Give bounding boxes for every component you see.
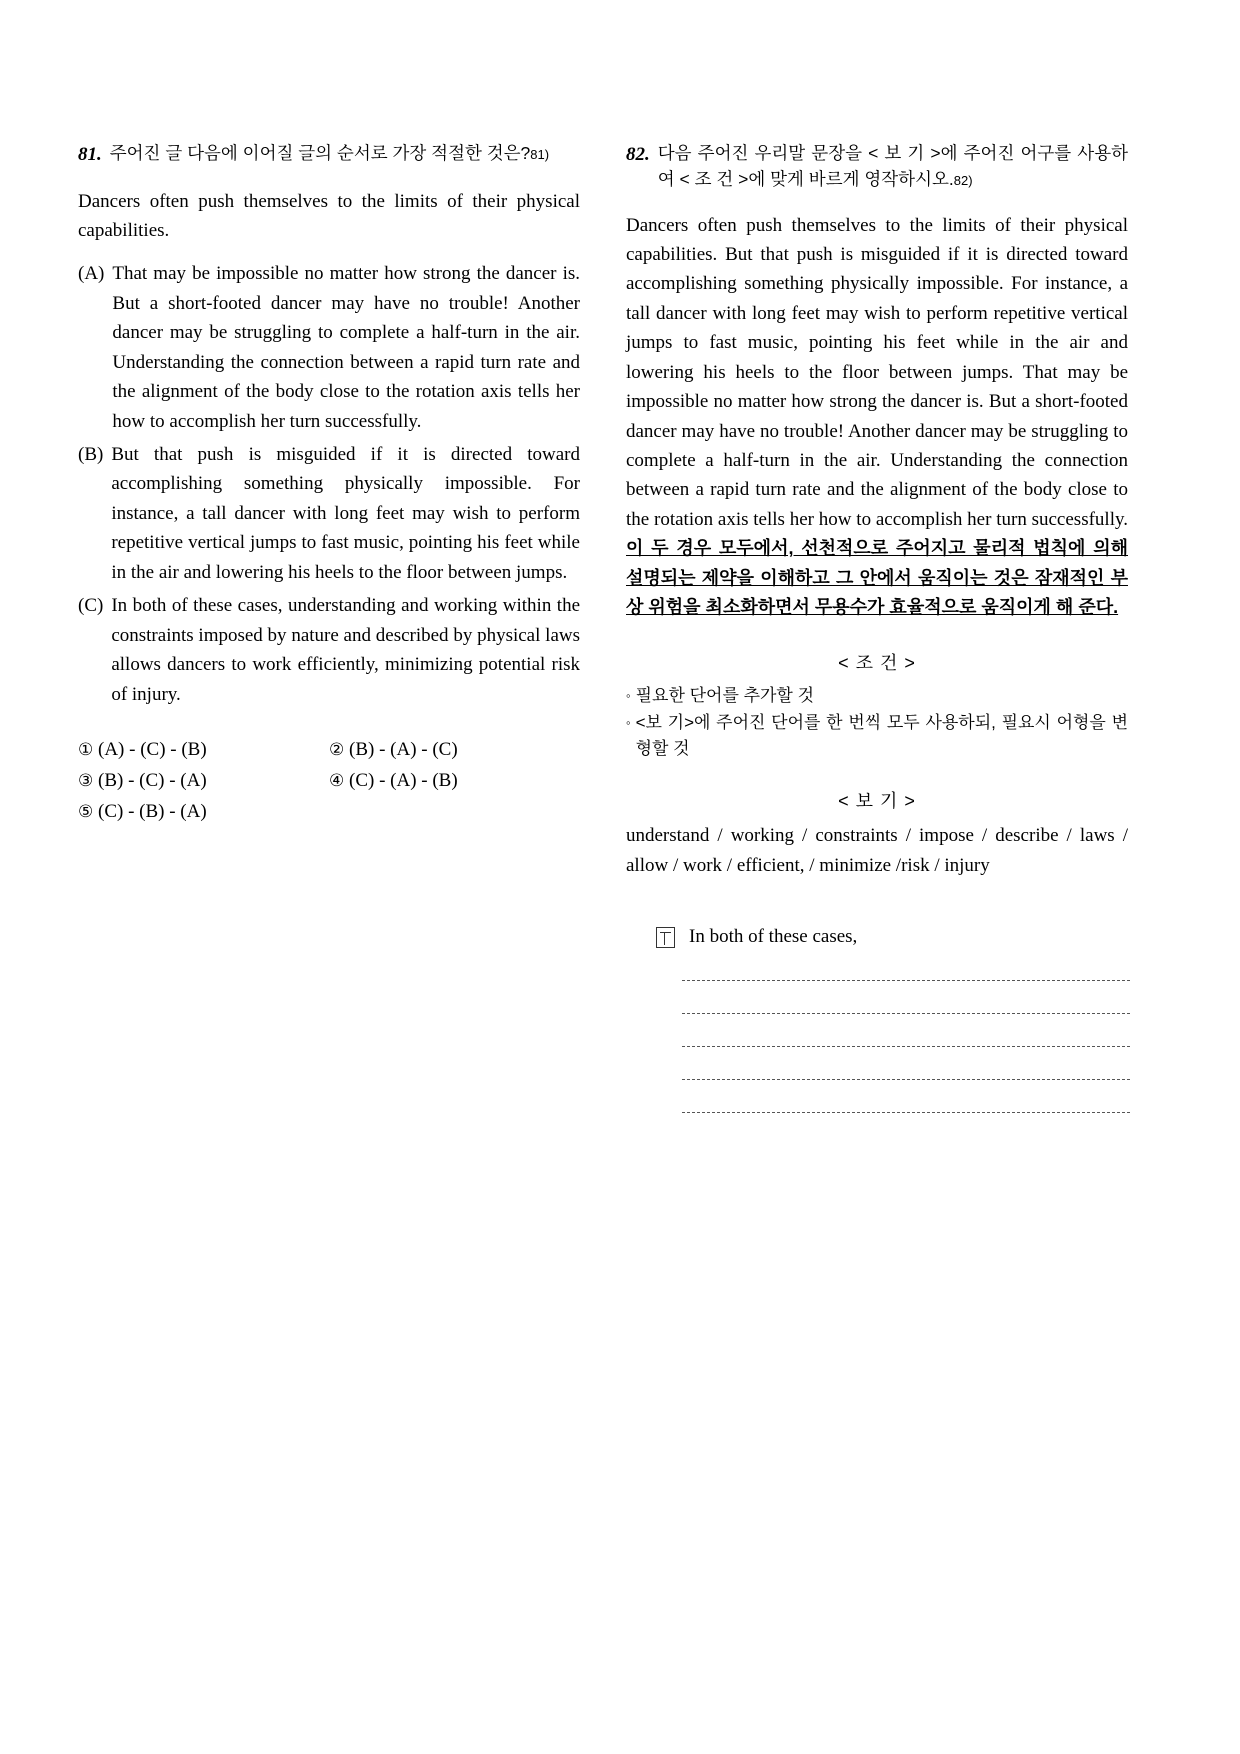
write-icon (656, 927, 675, 948)
passage-block-b (78, 440, 580, 587)
passage-block-a-label: (A) (78, 263, 105, 285)
question-81-answer-options (78, 735, 580, 827)
passage-block-c-label: (C) (78, 595, 104, 617)
condition-item-2-text: <보 기>에 주어진 단어를 한 번씩 모두 사용하되, 필요시 어형을 변형할 것 (635, 713, 1128, 758)
word-bank: understand / working / constraints / impose / describe / laws / allow / work / efficient, / minimize /risk / injury (626, 825, 1128, 876)
column-right (626, 140, 1128, 1113)
question-82-underlined-korean: 이 두 경우 모두에서, 선천적으로 주어지고 물리적 법칙에 의해 설명되는 제약을 이해하고 그 안에서 움직이는 것은 잠재적인 부상 위험을 최소화하면서 무용수가 효율적으로 움직이게 해 준다. (626, 538, 1128, 618)
condition-title: < 조 건 > (838, 652, 916, 673)
answer-option-2[interactable] (329, 735, 580, 766)
answer-start-text: In both of these cases, (689, 926, 858, 947)
answer-option-4-text: (C) - (A) - (B) (349, 769, 458, 791)
answer-option-4[interactable] (329, 766, 580, 797)
two-column-layout (78, 140, 1162, 1113)
answer-option-1[interactable] (78, 735, 329, 766)
bullet-icon-2: ◦ (626, 715, 631, 731)
answer-blank-line-1[interactable] (682, 980, 1130, 981)
passage-block-c-text: In both of these cases, understanding and working within the constraints imposed by nature and described by physical laws allows dancers to work efficiently, minimizing potential risk of injury. (111, 595, 580, 705)
condition-item-2 (626, 710, 1128, 761)
bullet-icon-1: ◦ (626, 687, 631, 703)
passage-block-b-label: (B) (78, 444, 104, 466)
question-81-footnote: 81) (530, 147, 550, 162)
question-82-number: 82. (626, 144, 650, 165)
answer-option-3-text: (B) - (C) - (A) (98, 769, 207, 791)
answer-option-3[interactable] (78, 766, 329, 797)
answer-blank-line-2[interactable] (682, 1013, 1130, 1014)
answer-blank-line-4[interactable] (682, 1079, 1130, 1080)
answer-option-4-marker: ④ (329, 770, 345, 790)
answer-start-line (656, 926, 1128, 948)
question-82-passage (626, 211, 1128, 623)
question-82-footnote: 82) (953, 173, 973, 189)
answer-option-5-marker: ⑤ (78, 801, 94, 821)
condition-item-1-text: 필요한 단어를 추가할 것 (635, 685, 814, 705)
answer-option-2-marker: ② (329, 739, 345, 759)
passage-block-b-text: But that push is misguided if it is directed toward accomplishing something physically impossible. For instance, a tall dancer with long feet may wish to perform repetitive vertical jumps to fast music, pointing his feet while in the air and lowering his heels to the floor between jumps. (111, 444, 580, 583)
answer-option-1-text: (A) - (C) - (B) (98, 738, 207, 760)
question-81-number: 81. (78, 144, 102, 165)
answer-blank-line-3[interactable] (682, 1046, 1130, 1047)
question-81-prompt: 주어진 글 다음에 이어질 글의 순서로 가장 적절한 것은?81) (109, 143, 550, 163)
passage-block-c (78, 591, 580, 709)
answer-option-2-text: (B) - (A) - (C) (349, 738, 458, 760)
answer-blank-line-5[interactable] (682, 1112, 1130, 1113)
answer-option-1-marker: ① (78, 739, 94, 759)
question-81-header (78, 140, 580, 169)
condition-item-1 (626, 683, 1128, 709)
question-82-header (626, 140, 1128, 193)
answer-option-5-text: (C) - (B) - (A) (98, 800, 207, 822)
question-82-prompt: 다음 주어진 우리말 문장을 < 보 기 >에 주어진 어구를 사용하여 < 조 건 >에 맞게 바르게 영작하시오.82) (657, 143, 1128, 190)
wordbank-title: < 보 기 > (838, 791, 916, 812)
passage-block-a (78, 259, 580, 436)
question-82-passage-text: Dancers often push themselves to the limits of their physical capabilities. But that push is misguided if it is directed toward accomplishing something physically impossible. For instance, a tall dancer with long feet may wish to perform repetitive vertical jumps to fast music, pointing his feet while in the air and lowering his heels to the floor between jumps. That may be impossible no matter how strong the dancer is. But a short-footed dancer may have no trouble! Another dancer may be struggling to complete a half-turn in the air. Understanding the connection between a rapid turn rate and the alignment of the body close to the rotation axis tells her how to accomplish her turn successfully. (626, 214, 1128, 530)
question-81-intro: Dancers often push themselves to the limits of their physical capabilities. (78, 190, 580, 241)
answer-option-3-marker: ③ (78, 770, 94, 790)
answer-writing-area (626, 926, 1128, 1113)
column-left (78, 140, 580, 1113)
answer-option-5[interactable] (78, 797, 329, 828)
passage-block-a-text: That may be impossible no matter how strong the dancer is. But a short-footed dancer may have no trouble! Another dancer may be struggling to complete a half-turn in the air. Understanding the connection between a rapid turn rate and the alignment of the body close to the rotation axis tells her how to accomplish her turn successfully. (112, 263, 580, 432)
